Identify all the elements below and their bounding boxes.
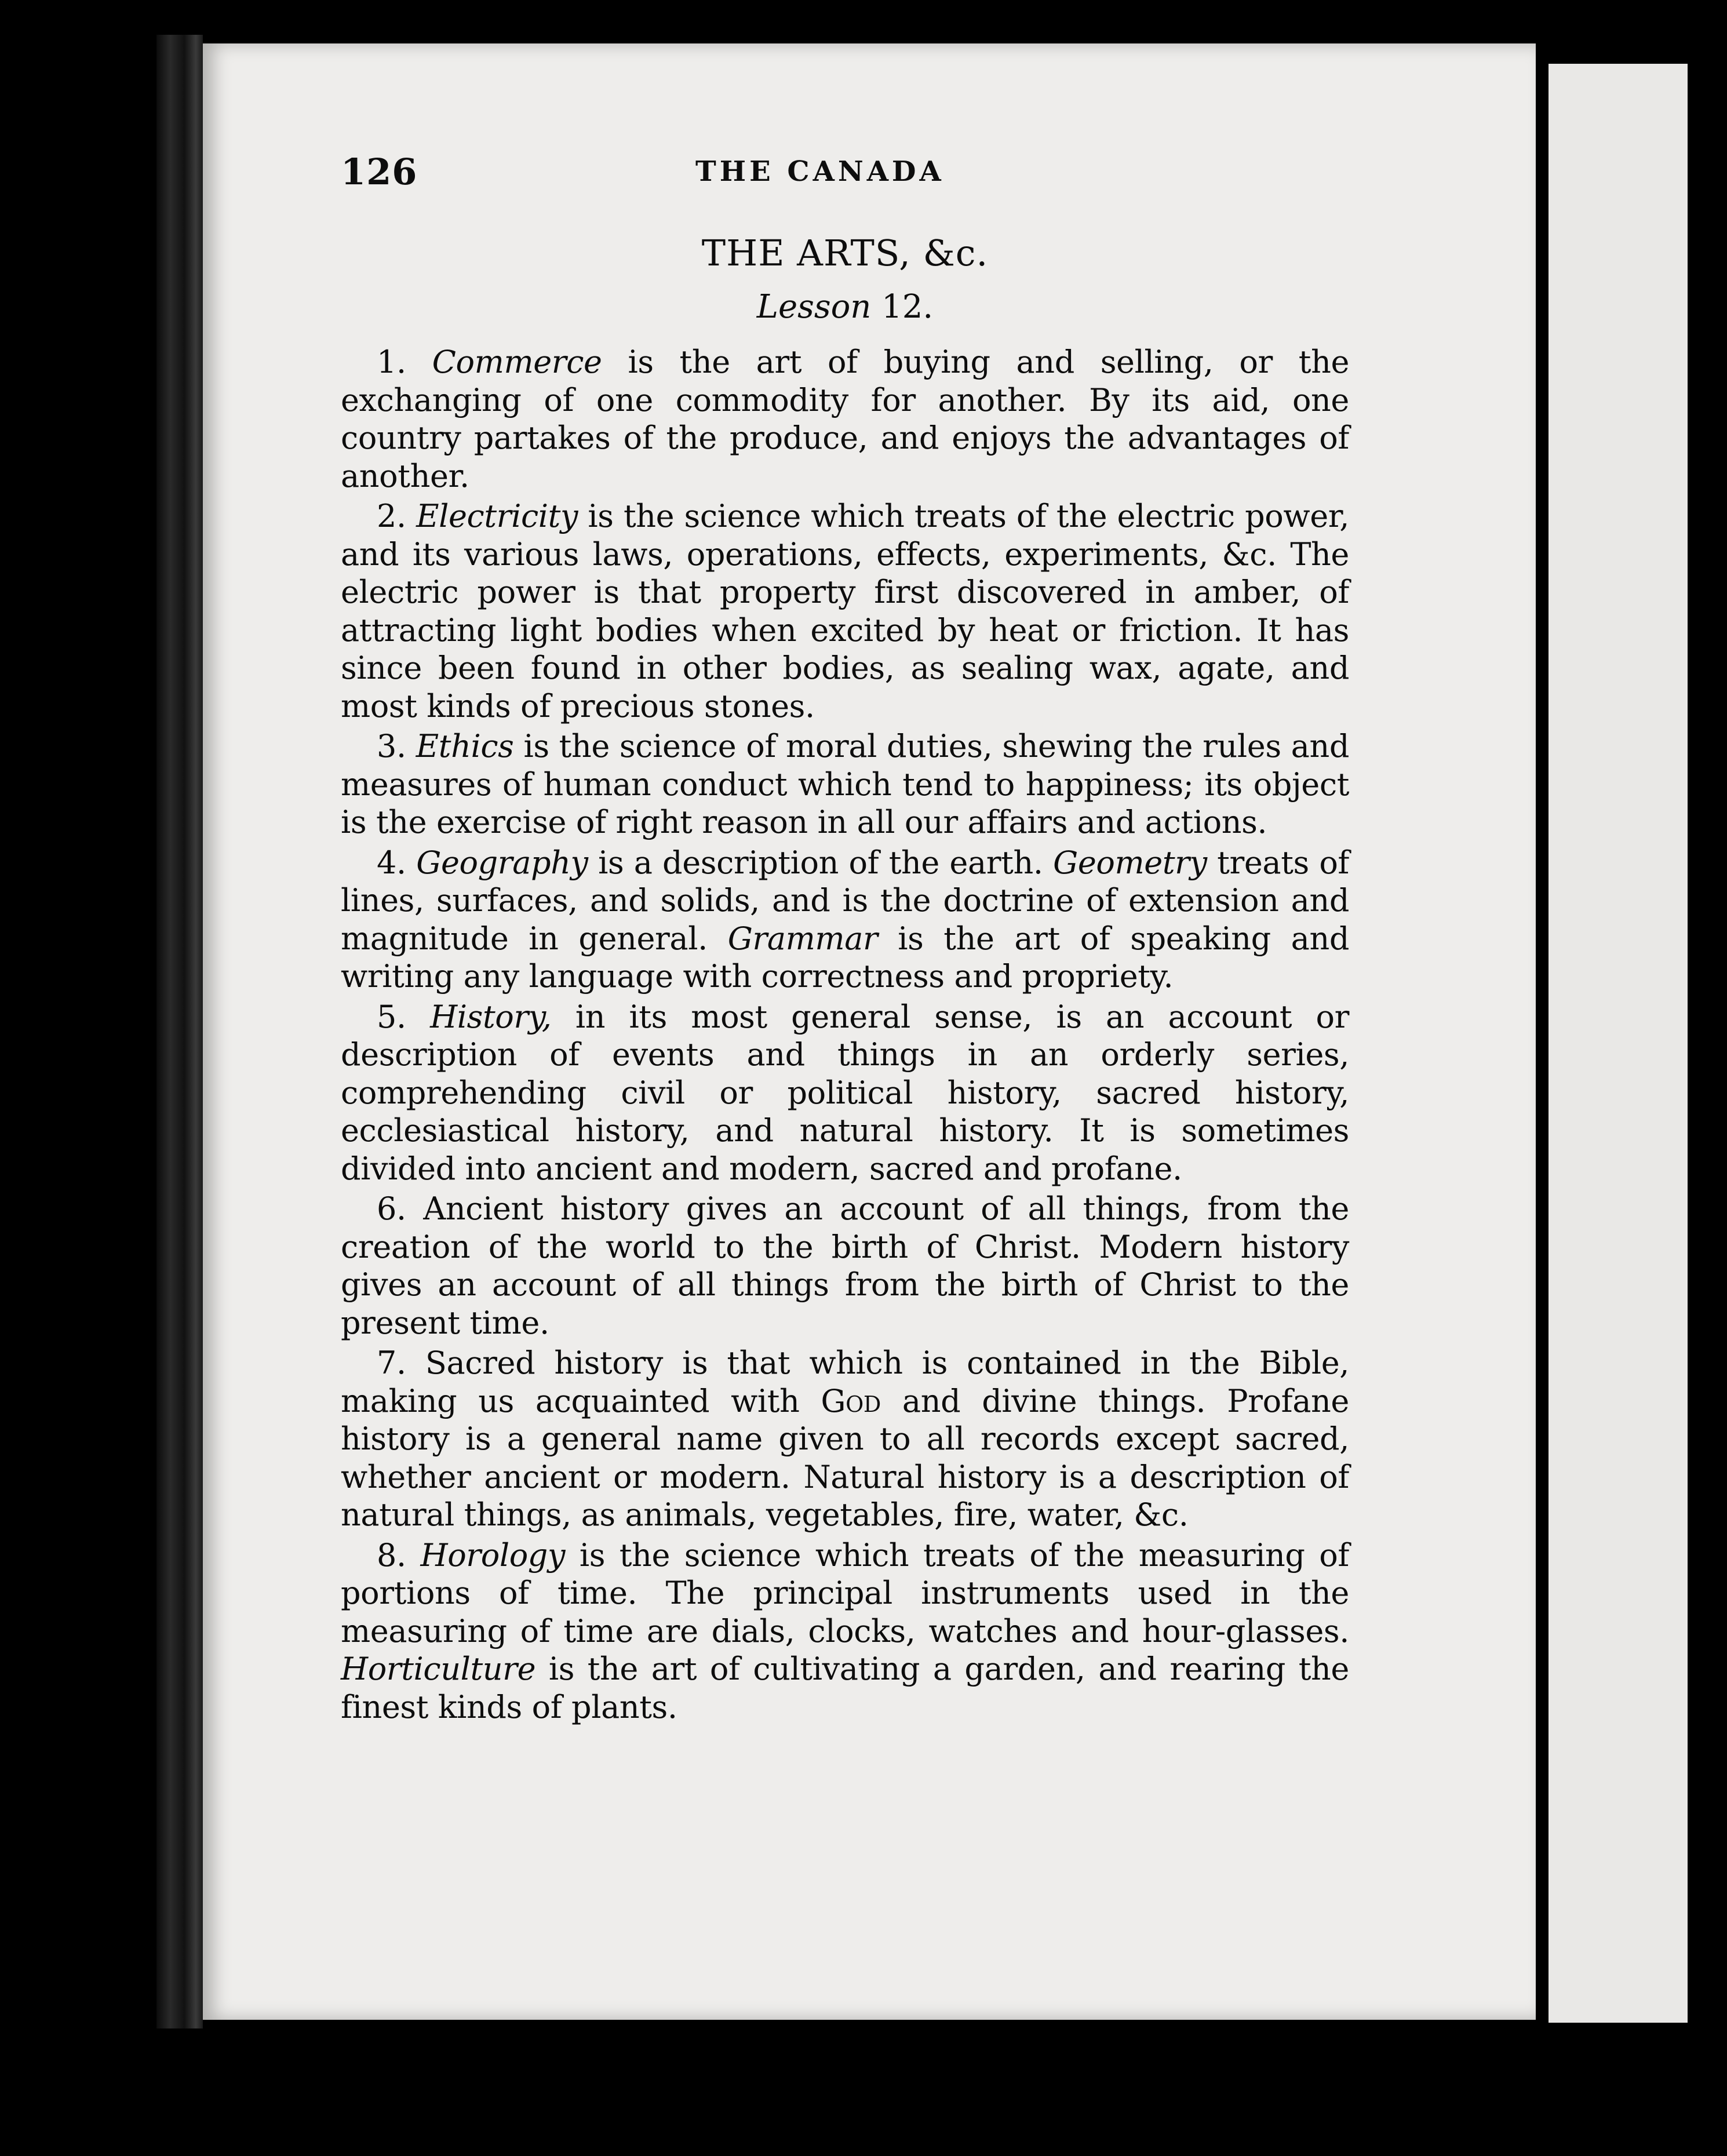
italic-term: Geometry — [1053, 844, 1207, 881]
paragraph-number: 2. — [377, 498, 406, 534]
paragraph-text: in its most general sense, is an account or description of events and things in an orderly series, comprehending civil or political history, sacred history, ecclesiastical history, and natural history. It is sometimes divided into ancient and modern, sacred and profane. — [341, 998, 1350, 1187]
paragraph-text: and divine things. Profane history is a general name given to all records except sacred, whether ancient or modern. Natural history is a description of natural things, as animals, vegetables, fire, water, &c. — [341, 1382, 1349, 1533]
paragraph-number: 1. — [377, 344, 406, 380]
paragraph — [341, 497, 1349, 725]
paragraph — [341, 998, 1349, 1188]
paragraph-text: treats of lines, surfaces, and solids, and is the doctrine of extension and magnitude in general. — [341, 844, 1350, 957]
paragraph — [341, 727, 1349, 842]
page-number: 126 — [341, 151, 418, 193]
page-text-block — [341, 151, 1349, 1728]
section-title: THE ARTS, &c. — [701, 232, 989, 274]
paragraph-text: is the science which treats of the electric power, and its various laws, operations, effects, experiments, &c. The electric power is that property first discovered in amber, of attracting light bodies when excited by heat or friction. It has since been found in other bodies, as sealing wax, agate, and most kinds of precious stones. — [341, 498, 1349, 724]
paragraph-number: 3. — [377, 728, 406, 764]
lesson-heading — [341, 288, 1349, 326]
paragraph — [341, 844, 1349, 996]
paragraph — [341, 1190, 1349, 1342]
paragraph-text: is a description of the earth. — [588, 844, 1054, 881]
italic-term: Ethics — [416, 728, 514, 764]
paragraph-number: 5. — [377, 998, 406, 1035]
lesson-paragraphs — [341, 343, 1349, 1726]
italic-term: History, — [430, 998, 552, 1035]
paragraph — [341, 1344, 1349, 1534]
paragraph — [341, 343, 1349, 495]
lesson-number: 12. — [881, 288, 934, 326]
book-page — [203, 43, 1536, 2020]
facing-page-edge — [1549, 64, 1688, 2023]
italic-term: Electricity — [416, 498, 578, 534]
italic-term: Commerce — [432, 344, 602, 380]
paragraph-number: 4. — [377, 844, 406, 881]
paragraph-number: 8. — [377, 1536, 406, 1574]
paragraph — [341, 1536, 1349, 1727]
italic-term: Horticulture — [341, 1651, 536, 1687]
paragraph-text: is the art of cultivating a garden, and rearing the finest kinds of plants. — [341, 1651, 1349, 1725]
book-spine-shadow — [156, 35, 203, 2028]
italic-term: Geography — [416, 844, 588, 881]
italic-term: Horology — [420, 1536, 566, 1574]
paragraph-text: God — [821, 1382, 881, 1419]
paragraph-number: 6. — [377, 1190, 406, 1227]
running-head — [341, 151, 1349, 197]
paragraph-text: is the art of buying and selling, or the exchanging of one commodity for another. By its aid, one country partakes of the produce, and enjoys the advantages of another. — [341, 344, 1350, 494]
running-title: THE CANADA — [695, 155, 945, 188]
paragraph-text: is the science which treats of the measuring of portions of time. The principal instruments used in the measuring of time are dials, clocks, watches and hour-glasses. — [341, 1536, 1349, 1649]
lesson-label: Lesson — [756, 288, 872, 326]
paragraph-text: is the art of speaking and writing any language with correctness and propriety. — [341, 920, 1350, 995]
paragraph-number: 7. — [377, 1345, 406, 1381]
italic-term: Grammar — [727, 920, 878, 957]
paragraph-text: Sacred history is that which is contained in the Bible, making us acquainted with — [341, 1345, 1350, 1419]
paragraph-text: Ancient history gives an account of all things, from the creation of the world to the birth of Christ. Modern history gives an account of all things from the birth of Christ to the present time. — [341, 1190, 1349, 1341]
paragraph-text: is the science of moral duties, shewing the rules and measures of human conduct which tend to happiness; its object is the exercise of right reason in all our affairs and actions. — [341, 728, 1349, 840]
